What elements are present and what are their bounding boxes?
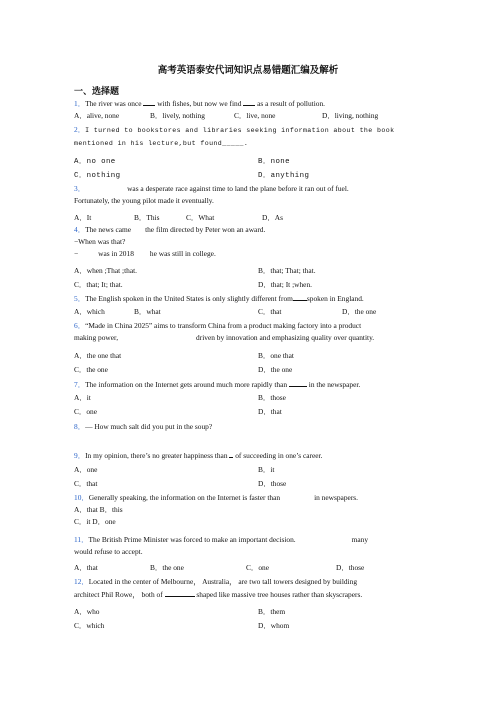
option-a[interactable]: A．no one bbox=[74, 158, 116, 166]
question-11-options bbox=[74, 562, 426, 574]
option-row-2[interactable]: C．it D．one bbox=[74, 517, 116, 526]
option-a[interactable]: A．alive, none bbox=[74, 111, 120, 120]
option-b[interactable]: B．This bbox=[134, 213, 160, 222]
option-b[interactable]: B．that; That; that. bbox=[258, 266, 316, 275]
option-a[interactable]: A．the one that bbox=[74, 351, 122, 360]
question-5: 5．The English spoken in the United States is only slightly different from spoken in England. bbox=[74, 294, 364, 303]
question-7: 7．The information on the Internet gets around much more rapidly than in the newspaper. bbox=[74, 380, 361, 389]
question-7-options-2 bbox=[74, 406, 426, 418]
option-a[interactable]: A．which bbox=[74, 307, 105, 316]
option-b[interactable]: B．it bbox=[258, 465, 275, 474]
option-c[interactable]: C．one bbox=[74, 407, 97, 416]
question-7-options bbox=[74, 392, 426, 404]
option-c[interactable]: C．live, none bbox=[234, 111, 276, 120]
option-c[interactable]: C．What bbox=[186, 213, 215, 222]
option-c[interactable]: C．the one bbox=[74, 365, 108, 374]
question-2: 2．I turned to bookstores and libraries seeking information about the book mentioned in his lecture,but found_____. bbox=[74, 125, 395, 147]
page-title: 高考英语泰安代词知识点易错题汇编及解析 bbox=[157, 66, 339, 76]
option-d[interactable]: D．those bbox=[258, 479, 287, 488]
option-a[interactable]: A．when ;That ;that. bbox=[74, 266, 138, 275]
question-4-options-2 bbox=[74, 279, 426, 291]
option-a[interactable]: A．It bbox=[74, 213, 92, 222]
answer-blank bbox=[289, 378, 307, 387]
option-a[interactable]: A．one bbox=[74, 465, 98, 474]
option-a[interactable]: A．it bbox=[74, 393, 91, 402]
option-b[interactable]: B．one that bbox=[258, 351, 294, 360]
option-d[interactable]: D．anything bbox=[258, 172, 310, 180]
option-c[interactable]: C．that; It; that. bbox=[74, 280, 123, 289]
question-3-options bbox=[74, 212, 426, 224]
option-b[interactable]: B．what bbox=[134, 307, 161, 316]
question-8: 8．— How much salt did you put in the soup? bbox=[74, 422, 213, 431]
option-row[interactable]: A．that B．this bbox=[74, 505, 123, 514]
option-c[interactable]: C．one bbox=[246, 563, 269, 572]
option-d[interactable]: D．living, nothing bbox=[322, 111, 379, 120]
question-11: 11．The British Prime Minister was forced to make an important decision. many would refuse to accept. bbox=[74, 535, 369, 556]
option-d[interactable]: D．that bbox=[258, 407, 282, 416]
option-d[interactable]: D．As bbox=[262, 213, 283, 222]
section-heading: 一、选择题 bbox=[74, 86, 120, 96]
answer-blank bbox=[293, 292, 307, 301]
question-10: 10．Generally speaking, the information on the Internet is faster than in newspapers. A．that B．this C．it D．one bbox=[74, 493, 358, 526]
question-12-options bbox=[74, 606, 426, 618]
question-9-options bbox=[74, 464, 426, 476]
option-b[interactable]: B．the one bbox=[150, 563, 184, 572]
option-c[interactable]: C．that bbox=[258, 307, 282, 316]
option-d[interactable]: D．whom bbox=[258, 621, 290, 630]
answer-blank bbox=[243, 97, 255, 106]
question-2-options bbox=[74, 155, 426, 167]
option-d[interactable]: D．the one bbox=[258, 365, 293, 374]
question-4-options bbox=[74, 265, 426, 277]
question-4: 4．The news came the film directed by Peter won an award. −When was that? − was in 2018 he was still in college. bbox=[74, 225, 266, 258]
option-d[interactable]: D．that; It ;when. bbox=[258, 280, 312, 289]
question-1: 1．The river was once with fishes, but now we find as a result of pollution. bbox=[74, 99, 326, 108]
option-a[interactable]: A．who bbox=[74, 607, 100, 616]
option-d[interactable]: D．the one bbox=[342, 307, 377, 316]
question-9-options-2 bbox=[74, 478, 426, 490]
option-b[interactable]: B．none bbox=[258, 158, 290, 166]
answer-blank bbox=[143, 97, 155, 106]
option-b[interactable]: B．those bbox=[258, 393, 286, 402]
question-number: 1． bbox=[74, 99, 86, 108]
option-c[interactable]: C．which bbox=[74, 621, 105, 630]
question-12-options-2 bbox=[74, 620, 426, 632]
question-6: 6．“Made in China 2025” aims to transform China from a product making factory into a product making power, driven by innovation and emphasizing quality over quantity. bbox=[74, 321, 375, 342]
question-1-options bbox=[74, 110, 426, 122]
question-3: 3． was a desperate race against time to land the plane before it ran out of fuel. Fortunately, the young pilot made it eventually. bbox=[74, 184, 349, 205]
option-b[interactable]: B．them bbox=[258, 607, 286, 616]
option-a[interactable]: A．that bbox=[74, 563, 98, 572]
option-c[interactable]: C．that bbox=[74, 479, 98, 488]
question-9: 9．In my opinion, there’s no greater happiness than of succeeding in one’s career. bbox=[74, 451, 323, 460]
option-d[interactable]: D．those bbox=[336, 563, 365, 572]
question-2-options-2 bbox=[74, 169, 426, 181]
option-c[interactable]: C．nothing bbox=[74, 172, 121, 180]
question-6-options-2 bbox=[74, 364, 426, 376]
question-6-options bbox=[74, 350, 426, 362]
option-b[interactable]: B．lively, nothing bbox=[150, 111, 205, 120]
question-5-options bbox=[74, 306, 426, 318]
answer-blank bbox=[165, 588, 195, 597]
question-12: 12．Located in the center of Melbourne， Australia， are two tall towers designed by building architect Phil Rowe， both of shaped like massive tree houses rather than skyscrapers. bbox=[74, 577, 363, 599]
